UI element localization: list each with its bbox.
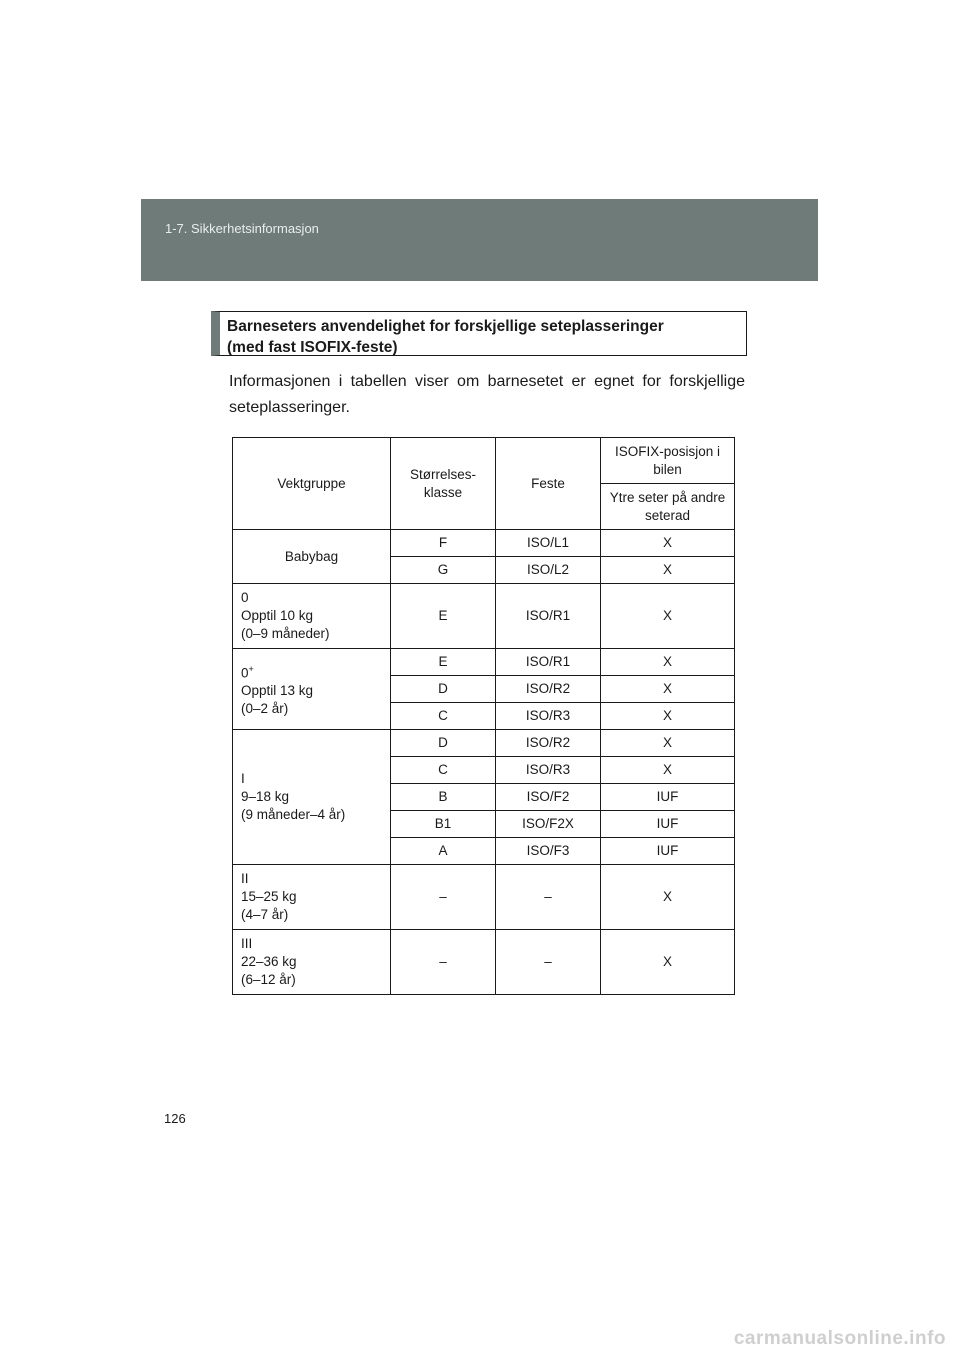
weight-group-cell [233,730,391,865]
fixture-cell: ISO/F2X [496,811,601,838]
fixture-cell: ISO/F2 [496,784,601,811]
outer-seat-cell: X [601,703,735,730]
weight-group-line: 9–18 kg [241,789,290,804]
fixture-cell: ISO/L2 [496,557,601,584]
fixture-cell: ISO/R2 [496,676,601,703]
weight-group-cell [233,584,391,649]
subsection-title-line-1: Barneseters anvendelighet for forskjellige seteplasseringer [227,318,664,335]
table-row [233,865,735,930]
weight-group-cell [233,649,391,730]
size-class-cell: – [391,865,496,930]
size-class-cell: D [391,730,496,757]
isofix-table [232,437,735,995]
weight-group-line: 0 [241,590,249,605]
table-row [233,649,735,676]
header-fixture: Feste [496,438,601,530]
size-class-cell: E [391,584,496,649]
size-class-cell: – [391,930,496,995]
outer-seat-cell: IUF [601,811,735,838]
size-class-cell: A [391,838,496,865]
outer-seat-cell: X [601,865,735,930]
weight-group-cell [233,530,391,584]
subsection-title-box [211,311,747,356]
weight-group-line: 15–25 kg [241,889,297,904]
weight-group-line: (9 måneder–4 år) [241,807,346,822]
size-class-cell: E [391,649,496,676]
weight-group-cell [233,865,391,930]
weight-group-line: (0–2 år) [241,701,289,717]
header-size-class: Størrelses- klasse [391,438,496,530]
size-class-cell: B1 [391,811,496,838]
header-outer-seats: Ytre seter på andre seterad [601,484,735,530]
outer-seat-cell: X [601,730,735,757]
size-class-cell: F [391,530,496,557]
weight-group-line: I [241,771,245,786]
fixture-cell: ISO/L1 [496,530,601,557]
weight-group-line: Opptil 10 kg [241,608,314,623]
weight-group-line: Babybag [284,548,339,564]
outer-seat-cell: IUF [601,784,735,811]
weight-group-line: 0 [241,665,249,681]
isofix-table-body [233,438,735,995]
size-class-cell: C [391,703,496,730]
weight-group-line: (6–12 år) [241,972,296,987]
fixture-cell: ISO/R3 [496,757,601,784]
table-header-row [233,438,735,484]
size-class-cell: B [391,784,496,811]
weight-group-line: (0–9 måneder) [241,626,330,641]
table-row [233,530,735,557]
header-isofix-position: ISOFIX-posisjon i bilen [601,438,735,484]
fixture-cell: – [496,930,601,995]
outer-seat-cell: X [601,930,735,995]
size-class-cell: G [391,557,496,584]
watermark: carmanualsonline.info [733,1328,946,1349]
page-number: 126 [164,1111,186,1126]
outer-seat-cell: X [601,530,735,557]
outer-seat-cell: X [601,649,735,676]
weight-group-line: (4–7 år) [241,907,289,922]
fixture-cell: ISO/F3 [496,838,601,865]
table-row [233,730,735,757]
fixture-cell: ISO/R3 [496,703,601,730]
fixture-cell: ISO/R1 [496,649,601,676]
table-row [233,930,735,995]
weight-group-cell [233,930,391,995]
weight-group-line: 22–36 kg [241,954,297,969]
size-class-cell: D [391,676,496,703]
subsection-title-line-2: (med fast ISOFIX-feste) [227,339,398,356]
outer-seat-cell: IUF [601,838,735,865]
weight-group-line: II [241,871,249,886]
table-row [233,584,735,649]
outer-seat-cell: X [601,757,735,784]
header-band [141,199,818,281]
outer-seat-cell: X [601,676,735,703]
weight-group-line: III [241,936,253,951]
weight-group-superscript: + [248,663,254,674]
size-class-cell: C [391,757,496,784]
fixture-cell: – [496,865,601,930]
fixture-cell: ISO/R2 [496,730,601,757]
weight-group-line: Opptil 13 kg [241,683,314,699]
fixture-cell: ISO/R1 [496,584,601,649]
header-weight-group: Vektgruppe [233,438,391,530]
outer-seat-cell: X [601,584,735,649]
intro-paragraph: Informasjonen i tabellen viser om barnesetet er egnet for forskjellige seteplasseringer. [229,373,745,416]
outer-seat-cell: X [601,557,735,584]
section-title: 1-7. Sikkerhetsinformasjon [165,221,319,236]
